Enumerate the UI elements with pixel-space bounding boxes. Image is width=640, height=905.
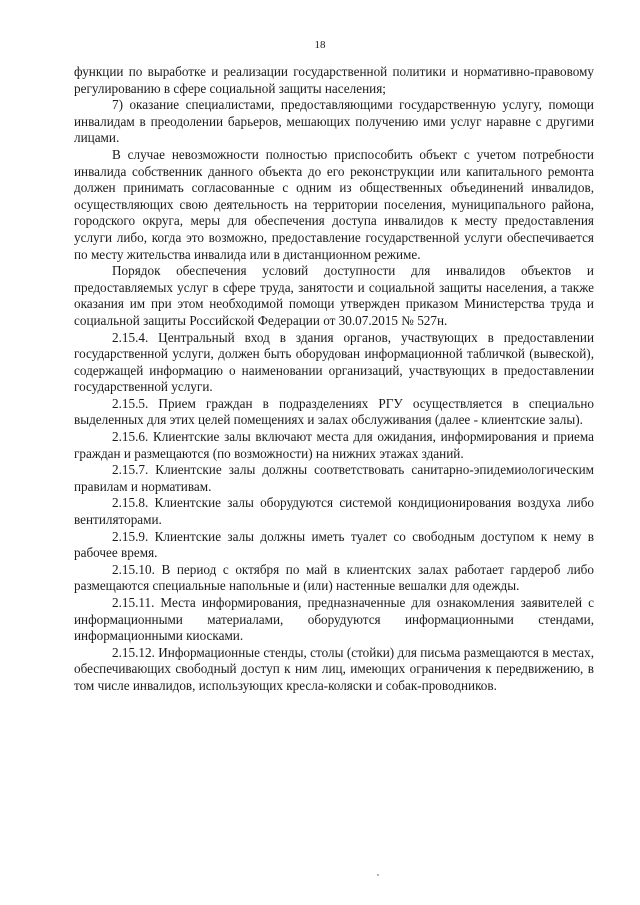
scan-speck xyxy=(377,874,379,876)
paragraph: 2.15.8. Клиентские залы оборудуются системой кондиционирования воздуха либо вентиляторами. xyxy=(74,495,594,528)
document-body xyxy=(74,64,594,695)
paragraph: В случае невозможности полностью приспособить объект с учетом потребности инвалида собственник данного объекта до его реконструкции или капитального ремонта должен принимать согласованные с одним из общественных объединений инвалидов, осуществляющих свою деятельность на территории поселения, муниципального района, городского округа, меры для обеспечения доступа инвалидов к месту предоставления услуги либо, когда это возможно, предоставление государственной услуги обеспечивается по месту жительства инвалида или в дистанционном режиме. xyxy=(74,146,594,262)
paragraph: 2.15.9. Клиентские залы должны иметь туалет со свободным доступом к нему в рабочее время. xyxy=(74,528,594,561)
paragraph: 2.15.7. Клиентские залы должны соответствовать санитарно-эпидемиологическим правилам и нормативам. xyxy=(74,462,594,494)
paragraph: 2.15.11. Места информирования, предназначенные для ознакомления заявителей с информационными материалами, оборудуются информационными стендами, информационными киосками. xyxy=(74,595,594,644)
paragraph: функции по выработке и реализации государственной политики и нормативно-правовому регулированию в сфере социальной защиты населения; xyxy=(74,64,594,96)
page-number: 18 xyxy=(314,39,326,51)
paragraph: 2.15.10. В период с октября по май в клиентских залах работает гардероб либо размещаются специальные напольные и (или) настенные вешалки для одежды. xyxy=(74,561,594,594)
paragraph: Порядок обеспечения условий доступности для инвалидов объектов и предоставляемых услуг в сфере труда, занятости и социальной защиты населения, а также оказания им при этом необходимой помощи утвержден приказом Министерства труда и социальной защиты Российской Федерации от 30.07.2015 № 527н. xyxy=(74,263,594,328)
paragraph: 7) оказание специалистами, предоставляющими государственную услугу, помощи инвалидам в преодолении барьеров, мешающих получению ими услуг наравне с другими лицами. xyxy=(74,97,594,146)
paragraph: 2.15.4. Центральный вход в здания органов, участвующих в предоставлении государственной услуги, должен быть оборудован информационной табличкой (вывеской), содержащей информацию о наименовании организаций, участвующих в предоставлении государственной услуги. xyxy=(74,329,594,395)
paragraph: 2.15.12. Информационные стенды, столы (стойки) для письма размещаются в местах, обеспечивающих свободный доступ к ним лиц, имеющих ограничения к передвижению, в том числе инвалидов, использующих кресла-коляски и собак-проводников. xyxy=(74,644,594,693)
paragraph: 2.15.6. Клиентские залы включают места для ожидания, информирования и приема граждан и размещаются (по возможности) на нижних этажах зданий. xyxy=(74,429,594,461)
paragraph: 2.15.5. Прием граждан в подразделениях РГУ осуществляется в специально выделенных для этих целей помещениях и залах обслуживания (далее - клиентские залы). xyxy=(74,395,594,428)
